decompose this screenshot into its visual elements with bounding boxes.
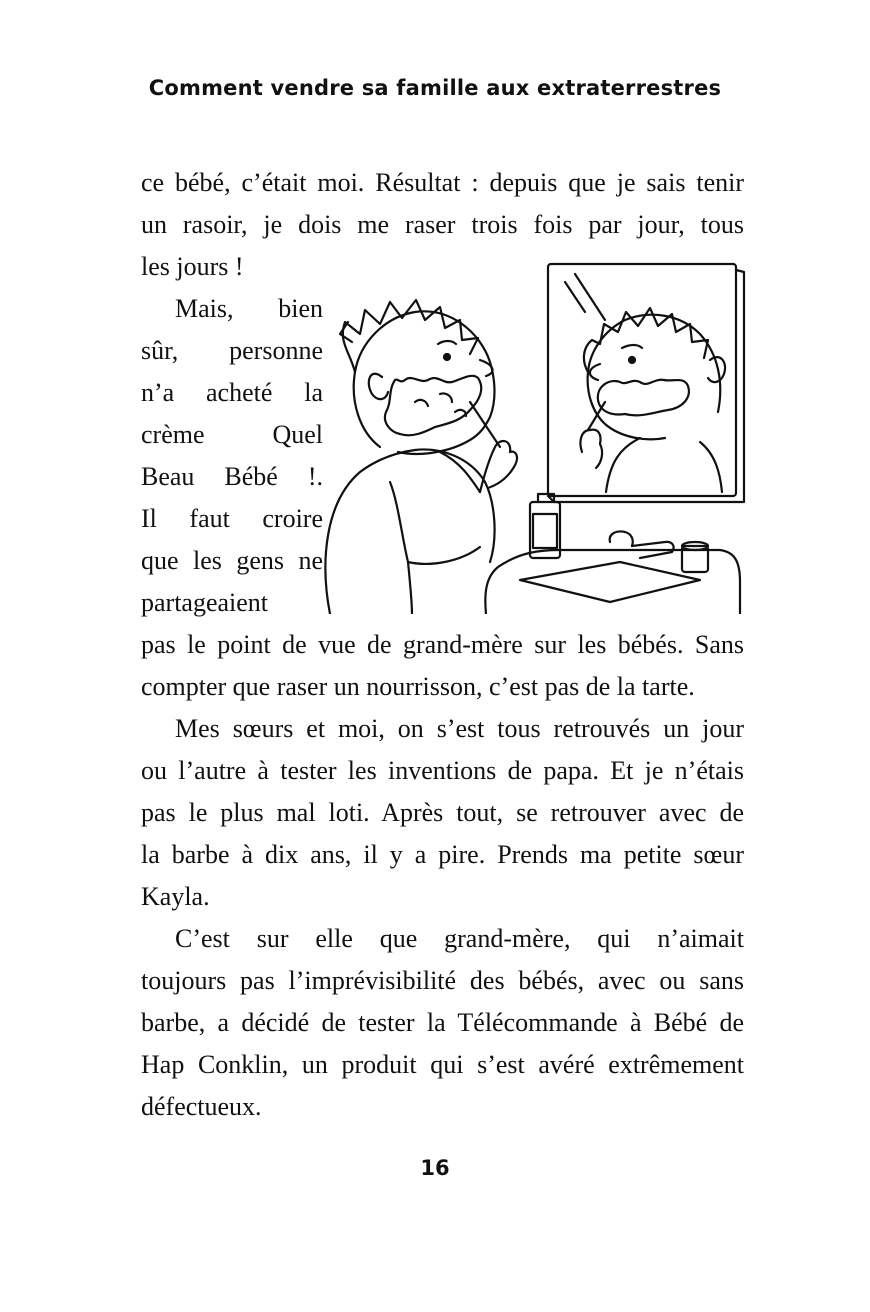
body-line: ce bébé, c’était moi. Résultat : depuis que je sais tenir bbox=[141, 168, 744, 197]
body-line: un rasoir, je dois me raser trois fois par jour, tous bbox=[141, 210, 744, 239]
body-line: toujours pas l’imprévisibilité des bébés, avec ou sans bbox=[141, 966, 744, 995]
body-line: Il faut croire bbox=[141, 504, 323, 533]
body-line: C’est sur elle que grand-mère, qui n’aimait bbox=[175, 924, 744, 953]
body-line: les jours ! bbox=[141, 252, 244, 281]
shaving-boy-illustration bbox=[320, 262, 750, 614]
body-line: la barbe à dix ans, il y a pire. Prends ma petite sœur bbox=[141, 840, 744, 869]
body-line: que les gens ne bbox=[141, 546, 323, 575]
body-line: crème Quel bbox=[141, 420, 323, 449]
body-line: Hap Conklin, un produit qui s’est avéré extrêmement bbox=[141, 1050, 744, 1079]
running-head: Comment vendre sa famille aux extraterrestres bbox=[148, 76, 722, 100]
body-line: barbe, a décidé de tester la Télécommande à Bébé de bbox=[141, 1008, 744, 1037]
body-line: compter que raser un nourrisson, c’est pas de la tarte. bbox=[141, 672, 695, 701]
body-line: pas le plus mal loti. Après tout, se retrouver avec de bbox=[141, 798, 744, 827]
body-line: ou l’autre à tester les inventions de papa. Et je n’étais bbox=[141, 756, 744, 785]
body-line: Kayla. bbox=[141, 882, 210, 911]
body-line: Mais, bien bbox=[175, 294, 323, 323]
body-line: défectueux. bbox=[141, 1092, 262, 1121]
body-line: sûr, personne bbox=[141, 336, 323, 365]
body-line: pas le point de vue de grand-mère sur les bébés. Sans bbox=[141, 630, 744, 659]
body-line: partageaient bbox=[141, 588, 269, 617]
page-number: 16 bbox=[420, 1156, 450, 1180]
body-line: Beau Bébé !. bbox=[141, 462, 323, 491]
body-line: n’a acheté la bbox=[141, 378, 323, 407]
body-line: Mes sœurs et moi, on s’est tous retrouvés un jour bbox=[175, 714, 744, 743]
